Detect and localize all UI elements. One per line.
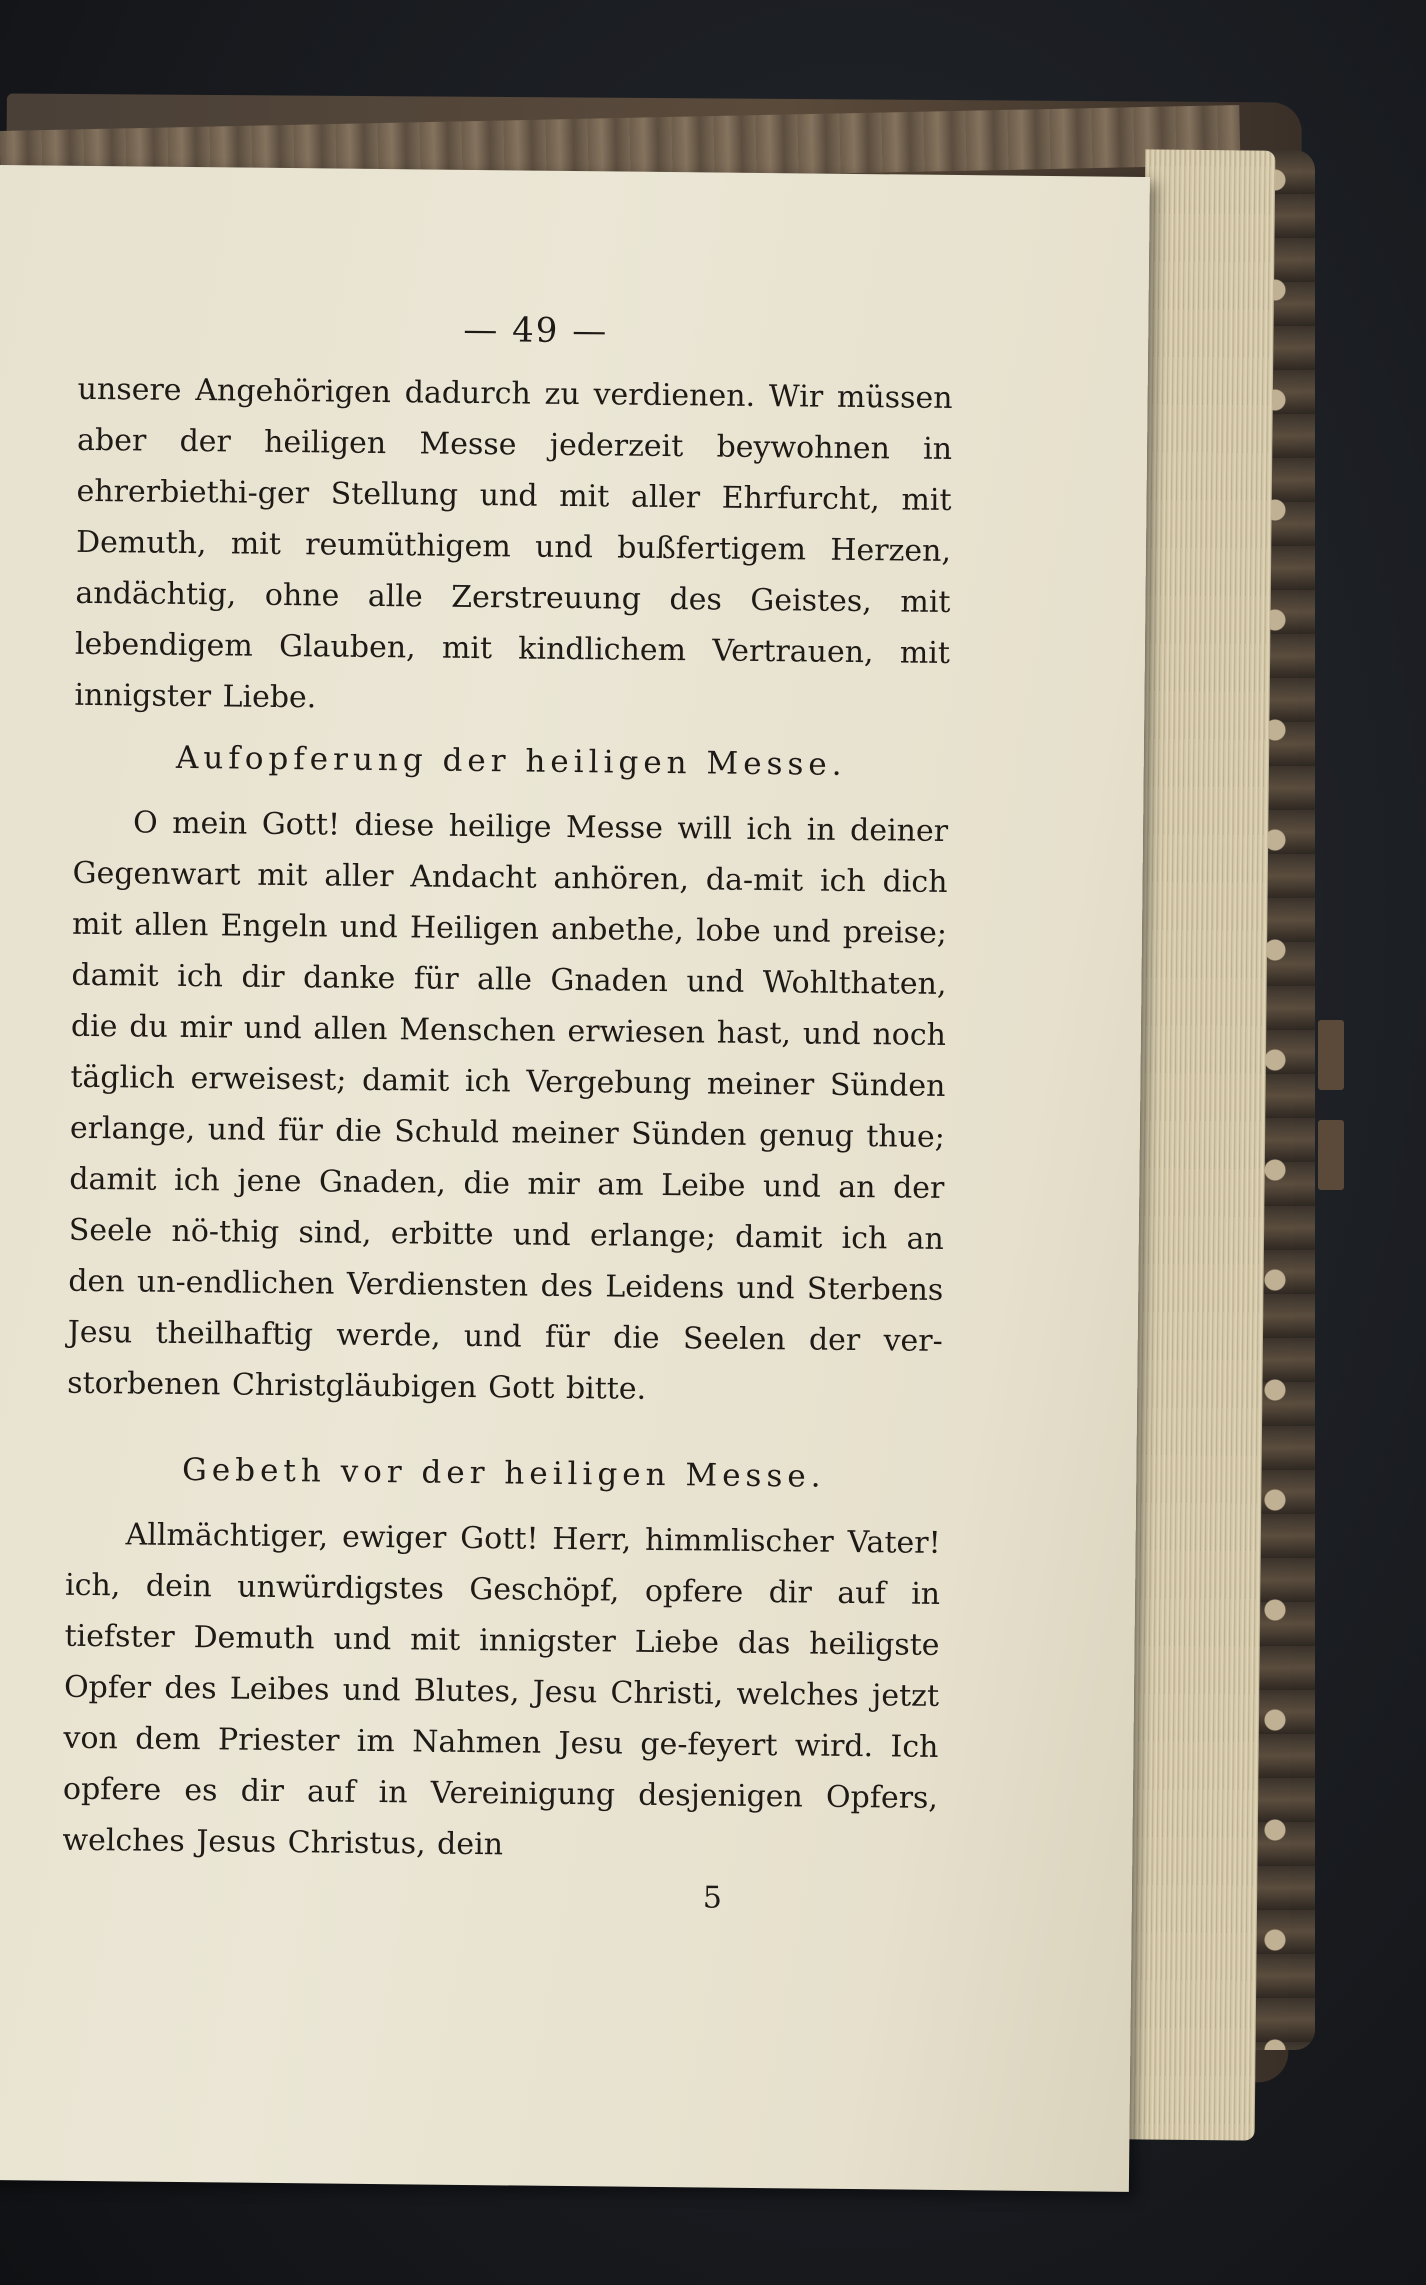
book-clasp — [1318, 1020, 1344, 1090]
section-paragraph: O mein Gott! diese heilige Messe will ich in deiner Gegenwart mit aller Andacht anhören, da-mit ich dich mit allen Engeln und Heiligen anbethe, lobe und preise; damit ich dir danke für alle Gnaden und Wohlthaten, die du mir und allen Menschen erwiesen hast, und noch täglich erweisest; damit ich Vergebung meiner Sünden erlange, und für die Schuld meiner Sünden genug thue; damit ich jene Gnaden, die mir am Leibe und an der Seele nö-thig sind, erbitte und erlange; damit ich an den un-endlichen Verdiensten des Leidens und Sterbens Jesu theilhaftig werde, und für die Seelen der ver-storbenen Christgläubigen Gott bitte. — [67, 805, 949, 1407]
section-heading: Aufopferung der heiligen Messe. — [175, 739, 847, 783]
page-number: — 49 — — [463, 309, 609, 352]
page-edges — [1125, 149, 1276, 2140]
signature-mark: 5 — [702, 1880, 723, 1916]
page-text-block — [62, 306, 954, 1918]
intro-paragraph: unsere Angehörigen dadurch zu verdienen. Wir müssen aber der heiligen Messe jederzeit beywohnen in ehrerbiethi-ger Stellung und mit aller Ehrfurcht, mit Demuth, mit reumüthigem und bußfertigem Herzen, andächtig, ohne alle Zerstreuung des Geistes, mit lebendigem Glauben, mit kindlichem Vertrauen, mit innigster Liebe. — [74, 371, 953, 716]
section-paragraph: Allmächtiger, ewiger Gott! Herr, himmlischer Vater! ich, dein unwürdigstes Geschöpf, opfere dir auf in tiefster Demuth und mit innigster Liebe das heiligste Opfer des Leibes und Blutes, Jesu Christi, welches jetzt von dem Priester im Nahmen Jesu ge-feyert wird. Ich opfere es dir auf in Vereinigung desjenigen Opfers, welches Jesus Christus, dein — [62, 1517, 941, 1863]
book-page — [0, 165, 1150, 2192]
section-heading: Gebeth vor der heiligen Messe. — [181, 1451, 826, 1495]
book-clasp — [1318, 1120, 1344, 1190]
